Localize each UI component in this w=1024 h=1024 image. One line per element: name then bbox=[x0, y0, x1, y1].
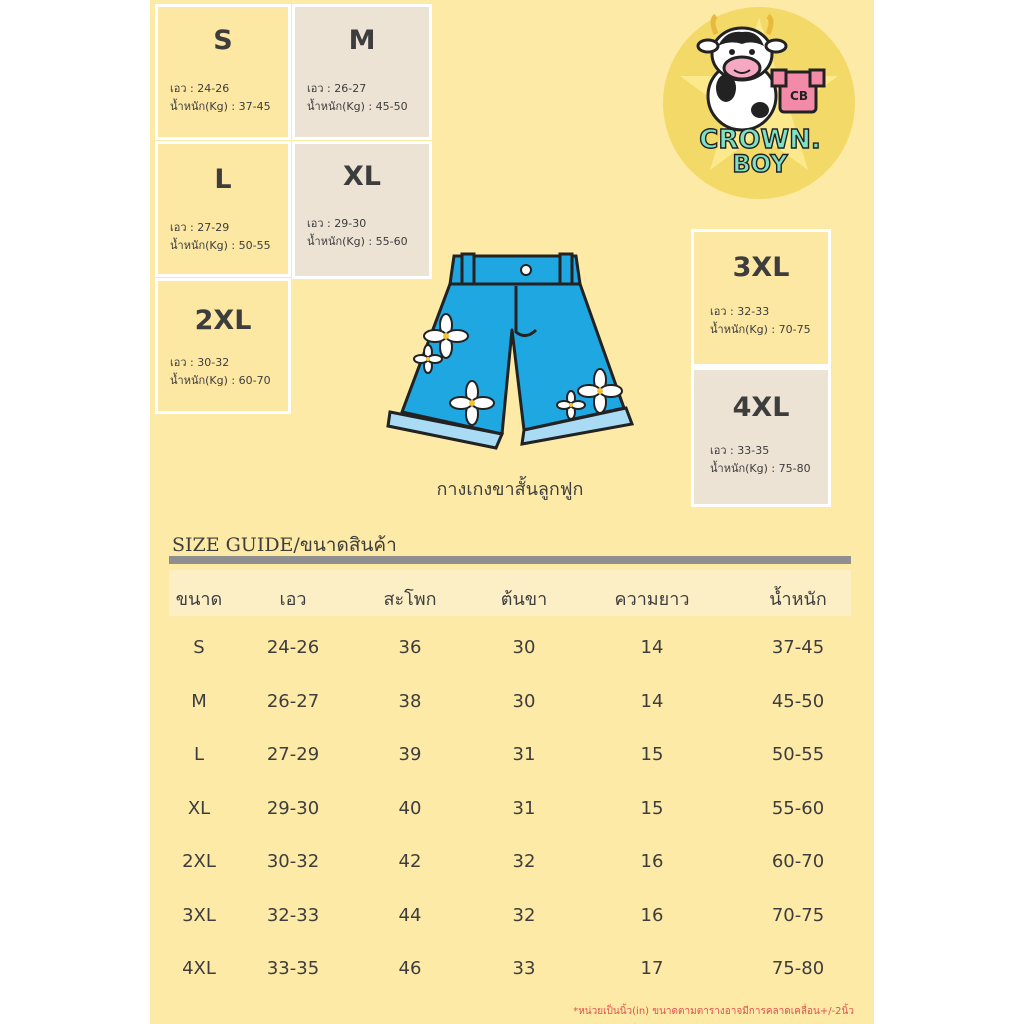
size-card-waist: เอว : 27-29 bbox=[170, 221, 230, 234]
size-card-waist: เอว : 26-27 bbox=[307, 82, 367, 95]
table-cell-hip: 38 bbox=[398, 691, 422, 712]
table-cell-weight: 45-50 bbox=[771, 691, 825, 712]
table-cell-length: 15 bbox=[640, 744, 664, 765]
size-guide-divider bbox=[169, 556, 851, 564]
size-card-2xl bbox=[155, 278, 291, 414]
footnote: *หน่วยเป็นนิ้ว(in) ขนาดตามตารางอาจมีการคลาดเคลื่อน+/-2นิ้ว bbox=[573, 1006, 854, 1017]
table-cell-waist: 29-30 bbox=[266, 798, 320, 819]
table-cell-waist: 32-33 bbox=[266, 905, 320, 926]
table-cell-thigh: 31 bbox=[512, 798, 536, 819]
table-cell-thigh: 33 bbox=[512, 958, 536, 979]
table-cell-weight: 55-60 bbox=[771, 798, 825, 819]
table-cell-weight: 50-55 bbox=[771, 744, 825, 765]
table-header-hip: สะโพก bbox=[383, 589, 437, 610]
table-cell-hip: 40 bbox=[398, 798, 422, 819]
size-card-label: L bbox=[214, 164, 232, 195]
table-cell-length: 15 bbox=[640, 798, 664, 819]
table-cell-length: 14 bbox=[640, 637, 664, 658]
table-cell-hip: 36 bbox=[398, 637, 422, 658]
table-cell-length: 16 bbox=[640, 905, 664, 926]
table-cell-thigh: 31 bbox=[512, 744, 536, 765]
table-cell-hip: 46 bbox=[398, 958, 422, 979]
table-header-size: ขนาด bbox=[175, 589, 223, 610]
table-cell-length: 14 bbox=[640, 691, 664, 712]
product-caption: กางเกงขาสั้นลูกฟูก bbox=[436, 479, 584, 500]
size-card-weight: น้ำหนัก(Kg) : 75-80 bbox=[710, 462, 811, 475]
size-card-4xl bbox=[691, 367, 831, 507]
size-card-waist: เอว : 24-26 bbox=[170, 82, 230, 95]
size-card-weight: น้ำหนัก(Kg) : 50-55 bbox=[170, 239, 271, 252]
table-cell-length: 16 bbox=[640, 851, 664, 872]
table-cell-waist: 24-26 bbox=[266, 637, 320, 658]
table-cell-size: 3XL bbox=[182, 905, 216, 926]
size-card-label: 4XL bbox=[732, 392, 790, 423]
table-header-thigh: ต้นขา bbox=[500, 589, 548, 610]
table-cell-size: L bbox=[193, 744, 205, 765]
table-cell-hip: 39 bbox=[398, 744, 422, 765]
table-cell-size: M bbox=[191, 691, 207, 712]
size-card-weight: น้ำหนัก(Kg) : 60-70 bbox=[170, 374, 271, 387]
logo-badge: CB bbox=[790, 89, 808, 103]
logo-text-line1: CROWN. bbox=[699, 125, 821, 155]
size-card-label: M bbox=[348, 25, 376, 56]
size-card-waist: เอว : 32-33 bbox=[710, 305, 770, 318]
table-cell-thigh: 30 bbox=[512, 691, 536, 712]
table-header-waist: เอว bbox=[279, 589, 307, 610]
size-card-waist: เอว : 33-35 bbox=[710, 444, 770, 457]
table-header-weight: น้ำหนัก bbox=[769, 589, 827, 610]
table-cell-size: XL bbox=[187, 798, 211, 819]
size-card-weight: น้ำหนัก(Kg) : 55-60 bbox=[307, 235, 408, 248]
size-card-waist: เอว : 29-30 bbox=[307, 217, 367, 230]
table-cell-hip: 44 bbox=[398, 905, 422, 926]
crown-boy-logo-icon bbox=[660, 6, 858, 200]
size-guide-title: SIZE GUIDE/ขนาดสินค้า bbox=[172, 534, 397, 556]
corduroy-shorts-illustration bbox=[384, 250, 640, 450]
table-cell-hip: 42 bbox=[398, 851, 422, 872]
logo-text-line2: BOY bbox=[732, 150, 788, 178]
size-card-label: XL bbox=[342, 161, 382, 192]
table-cell-weight: 70-75 bbox=[771, 905, 825, 926]
size-card-weight: น้ำหนัก(Kg) : 37-45 bbox=[170, 100, 271, 113]
size-card-label: S bbox=[213, 25, 233, 56]
size-card-weight: น้ำหนัก(Kg) : 70-75 bbox=[710, 323, 811, 336]
size-card-waist: เอว : 30-32 bbox=[170, 356, 230, 369]
size-card-label: 3XL bbox=[732, 252, 790, 283]
table-header-length: ความยาว bbox=[614, 589, 690, 610]
table-cell-weight: 75-80 bbox=[771, 958, 825, 979]
size-card-weight: น้ำหนัก(Kg) : 45-50 bbox=[307, 100, 408, 113]
size-card-m bbox=[292, 4, 432, 140]
table-cell-waist: 33-35 bbox=[266, 958, 320, 979]
size-card-label: 2XL bbox=[194, 305, 252, 336]
table-cell-waist: 27-29 bbox=[266, 744, 320, 765]
table-cell-weight: 37-45 bbox=[771, 637, 825, 658]
table-cell-waist: 26-27 bbox=[266, 691, 320, 712]
table-cell-size: S bbox=[193, 637, 205, 658]
table-cell-waist: 30-32 bbox=[266, 851, 320, 872]
table-cell-thigh: 30 bbox=[512, 637, 536, 658]
table-cell-size: 2XL bbox=[182, 851, 216, 872]
size-card-3xl bbox=[691, 229, 831, 367]
table-cell-length: 17 bbox=[640, 958, 664, 979]
size-card-s bbox=[155, 4, 291, 140]
table-cell-weight: 60-70 bbox=[771, 851, 825, 872]
table-cell-thigh: 32 bbox=[512, 905, 536, 926]
table-cell-size: 4XL bbox=[182, 958, 216, 979]
table-cell-thigh: 32 bbox=[512, 851, 536, 872]
size-card-l bbox=[155, 141, 291, 277]
